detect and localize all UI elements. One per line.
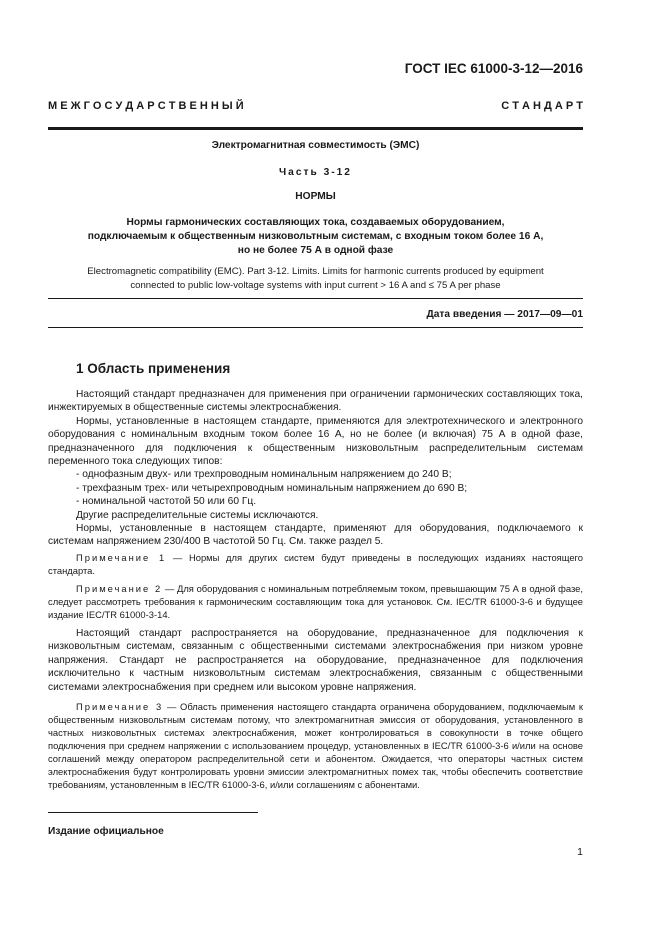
page-number: 1 — [577, 846, 583, 858]
paragraph: Нормы, установленные в настоящем стандарте, применяют для оборудования, подключаемого к системам напряжением 230/400 В частотой 50 Гц. См. также раздел 5. — [48, 523, 583, 548]
date-rule — [48, 327, 583, 328]
standard-type-word-1: М Е Ж Г О С У Д А Р С Т В Е Н Н Ы Й — [48, 100, 244, 112]
section-title: 1 Область применения — [76, 361, 231, 376]
introduction-date: Дата введения — 2017—09—01 — [426, 309, 583, 320]
title-part — [48, 166, 583, 180]
title-main-line: но не более 75 А в одной фазе — [237, 245, 394, 256]
document-number: ГОСТ IEC 61000-3-12—2016 — [404, 61, 583, 76]
note-2 — [48, 582, 583, 621]
list-item: - номинальной частотой 50 или 60 Гц. — [76, 496, 257, 508]
title-main — [48, 216, 583, 258]
standard-type-banner — [48, 100, 583, 112]
note-label: Примечание 2 — [76, 583, 163, 594]
scope-paragraph — [48, 627, 583, 694]
paragraph: Настоящий стандарт предназначен для применения при ограничении гармонических составляющих тока, инжектируемых в общественные системы электроснабжения. — [48, 389, 583, 414]
title-english-line: Electromagnetic compatibility (EMC). Part 3-12. Limits. Limits for harmonic currents produced by equipment — [87, 266, 544, 277]
paragraph: Другие распределительные системы исключаются. — [76, 509, 319, 521]
note-1 — [48, 551, 583, 577]
header-rule — [48, 127, 583, 130]
note-label: Примечание 1 — [76, 552, 167, 563]
title-english-line: connected to public low-voltage systems with input current > 16 A and ≤ 75 A per phase — [130, 280, 501, 291]
note-3 — [48, 700, 583, 791]
list-item: - однофазным двух- или трехпроводным номинальным напряжением до 240 В; — [76, 469, 452, 481]
title-line1: Электромагнитная совместимость (ЭМС) — [211, 140, 420, 151]
title-english — [48, 265, 583, 293]
footer-rule — [48, 812, 258, 813]
note-label: Примечание 3 — [76, 701, 164, 712]
section-body — [48, 388, 583, 549]
title-rule — [48, 298, 583, 299]
paragraph: Настоящий стандарт распространяется на оборудование, предназначенное для подключения к низковольтным системам, связанным с общественными системами электроснабжения при низком уровне напряжения. Стандарт не распространяется на оборудование, предназначенное для подключения исключительно к частным низковольтным системам электроснабжения, связанным с общественными системами электроснабжения при среднем или высоком уровне напряжения. — [48, 628, 583, 693]
note-text: — Нормы для других систем будут приведены в последующих изданиях настоящего стандарта. — [48, 552, 583, 576]
title-part-text: Часть 3-12 — [279, 167, 352, 178]
title-main-line: Нормы гармонических составляющих тока, создаваемых оборудованием, — [126, 217, 505, 228]
title-norms: НОРМЫ — [295, 191, 336, 202]
paragraph: Нормы, установленные в настоящем стандарте, применяются для электротехнического и электронного оборудования с номинальным входным током более 16 А, но не более (и включая) 75 А в одной фазе, предназначенного для подключения к общественным низковольтным распределительным системам переменного тока следующих типов: — [48, 415, 583, 468]
list-item: - трехфазным трех- или четырехпроводным номинальным напряжением до 690 В; — [76, 482, 468, 494]
edition-label: Издание официальное — [48, 826, 164, 837]
note-text: — Для оборудования с номинальным потребляемым током, превышающим 75 А в одной фазе, следует рассмотреть требования к гармоническим составляющим тока для установок. См. IEC/TR 61000-3-6 и будущее издание IEC/TR 61000-3-14. — [48, 583, 583, 620]
note-text: — Область применения настоящего стандарта ограничена оборудованием, подключаемым к общественным низковольтным системам потому, что электромагнитная эмиссия от оборудования, установленного в частных низковольтных системах электроснабжения, может контролироваться в совокупности в точке общего подключения при среднем напряжении с использованием процедур, установленных в IEC/TR 61000-3-6 и/или на основе соглашений между оператором распределительной сети и абонентом. Ожидается, что операторы частных систем электроснабжения будут контролировать уровни эмиссии электромагнитных помех так, чтобы обеспечить соответствие требованиям, установленным в IEC/TR 61000-3-6, и/или соглашениям с абонентами. — [48, 701, 583, 790]
standard-type-word-2: С Т А Н Д А Р Т — [501, 100, 583, 112]
title-main-line: подключаемым к общественным низковольтным системам, с входным током более 16 А, — [87, 231, 544, 242]
